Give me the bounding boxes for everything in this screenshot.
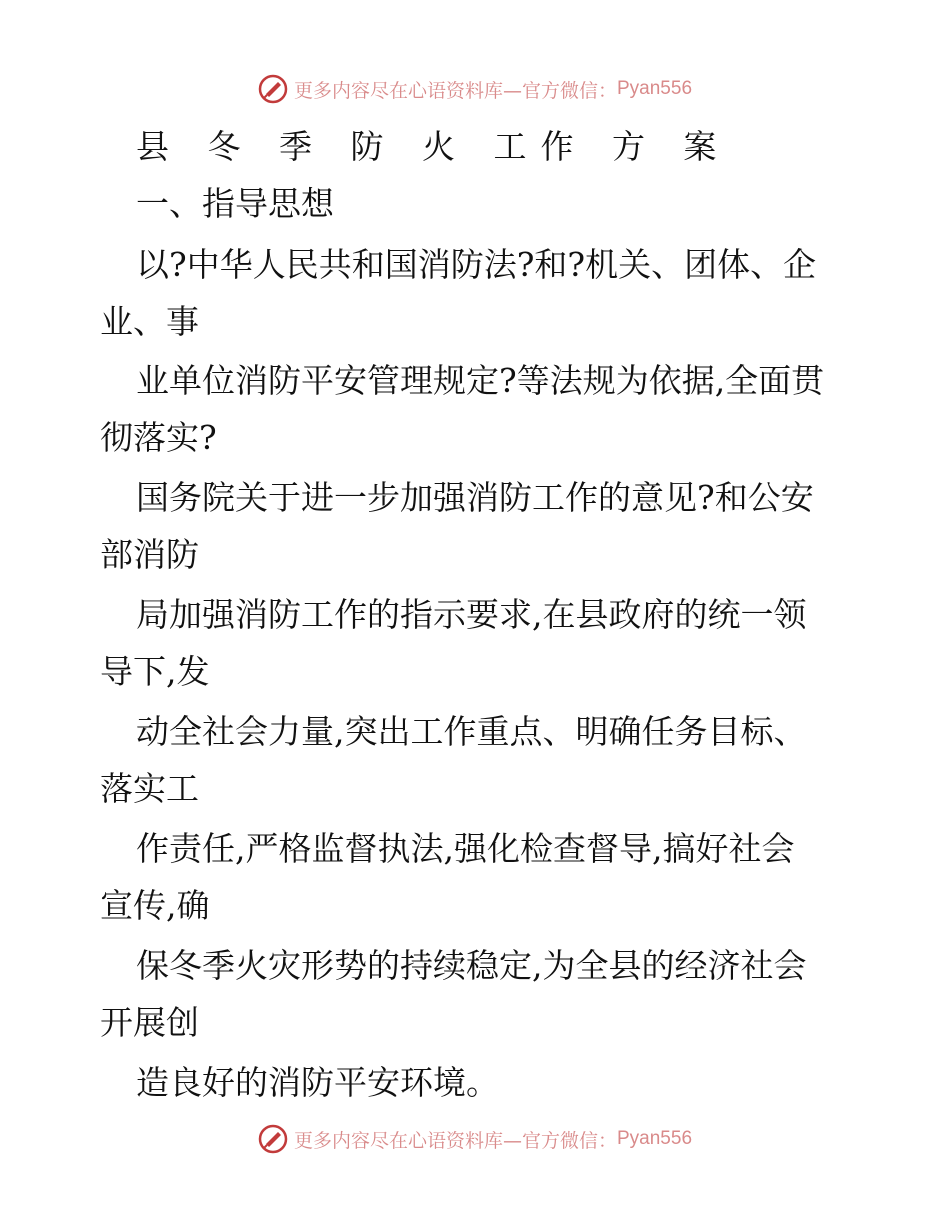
watermark-logo-icon xyxy=(258,74,288,104)
body-line: 国务院关于进一步加强消防工作的意见?和公安 xyxy=(136,478,814,517)
body-line: 动全社会力量,突出工作重点、明确任务目标、 xyxy=(136,712,807,751)
watermark-text: 更多内容尽在心语资料库—官方微信： xyxy=(293,1129,617,1152)
body-line: 业、事 xyxy=(100,302,199,341)
header-watermark xyxy=(0,72,950,106)
body-line: 保冬季火灾形势的持续稳定,为全县的经济社会 xyxy=(136,946,807,985)
section-heading: 一、指导思想 xyxy=(136,184,334,223)
watermark-id: Pyan556 xyxy=(617,78,693,99)
body-line: 宣传,确 xyxy=(100,886,210,925)
body-line: 开展创 xyxy=(100,1003,199,1042)
body-line: 局加强消防工作的指示要求,在县政府的统一领 xyxy=(136,595,807,634)
footer-watermark xyxy=(0,1122,950,1156)
body-line: 导下,发 xyxy=(100,652,210,691)
document-title: 县 冬 季 防 火 工作 方 案 xyxy=(136,127,731,166)
body-line: 彻落实? xyxy=(100,418,217,457)
watermark-logo-icon xyxy=(258,1124,288,1154)
body-line: 以?中华人民共和国消防法?和?机关、团体、企 xyxy=(136,245,817,284)
body-line: 落实工 xyxy=(100,769,199,808)
body-line: 业单位消防平安管理规定?等法规为依据,全面贯 xyxy=(136,361,825,400)
watermark-id: Pyan556 xyxy=(617,1128,693,1149)
body-line: 部消防 xyxy=(100,535,199,574)
watermark-text: 更多内容尽在心语资料库—官方微信： xyxy=(293,79,617,102)
body-line: 作责任,严格监督执法,强化检查督导,搞好社会 xyxy=(136,829,795,868)
body-line: 造良好的消防平安环境。 xyxy=(136,1063,499,1102)
